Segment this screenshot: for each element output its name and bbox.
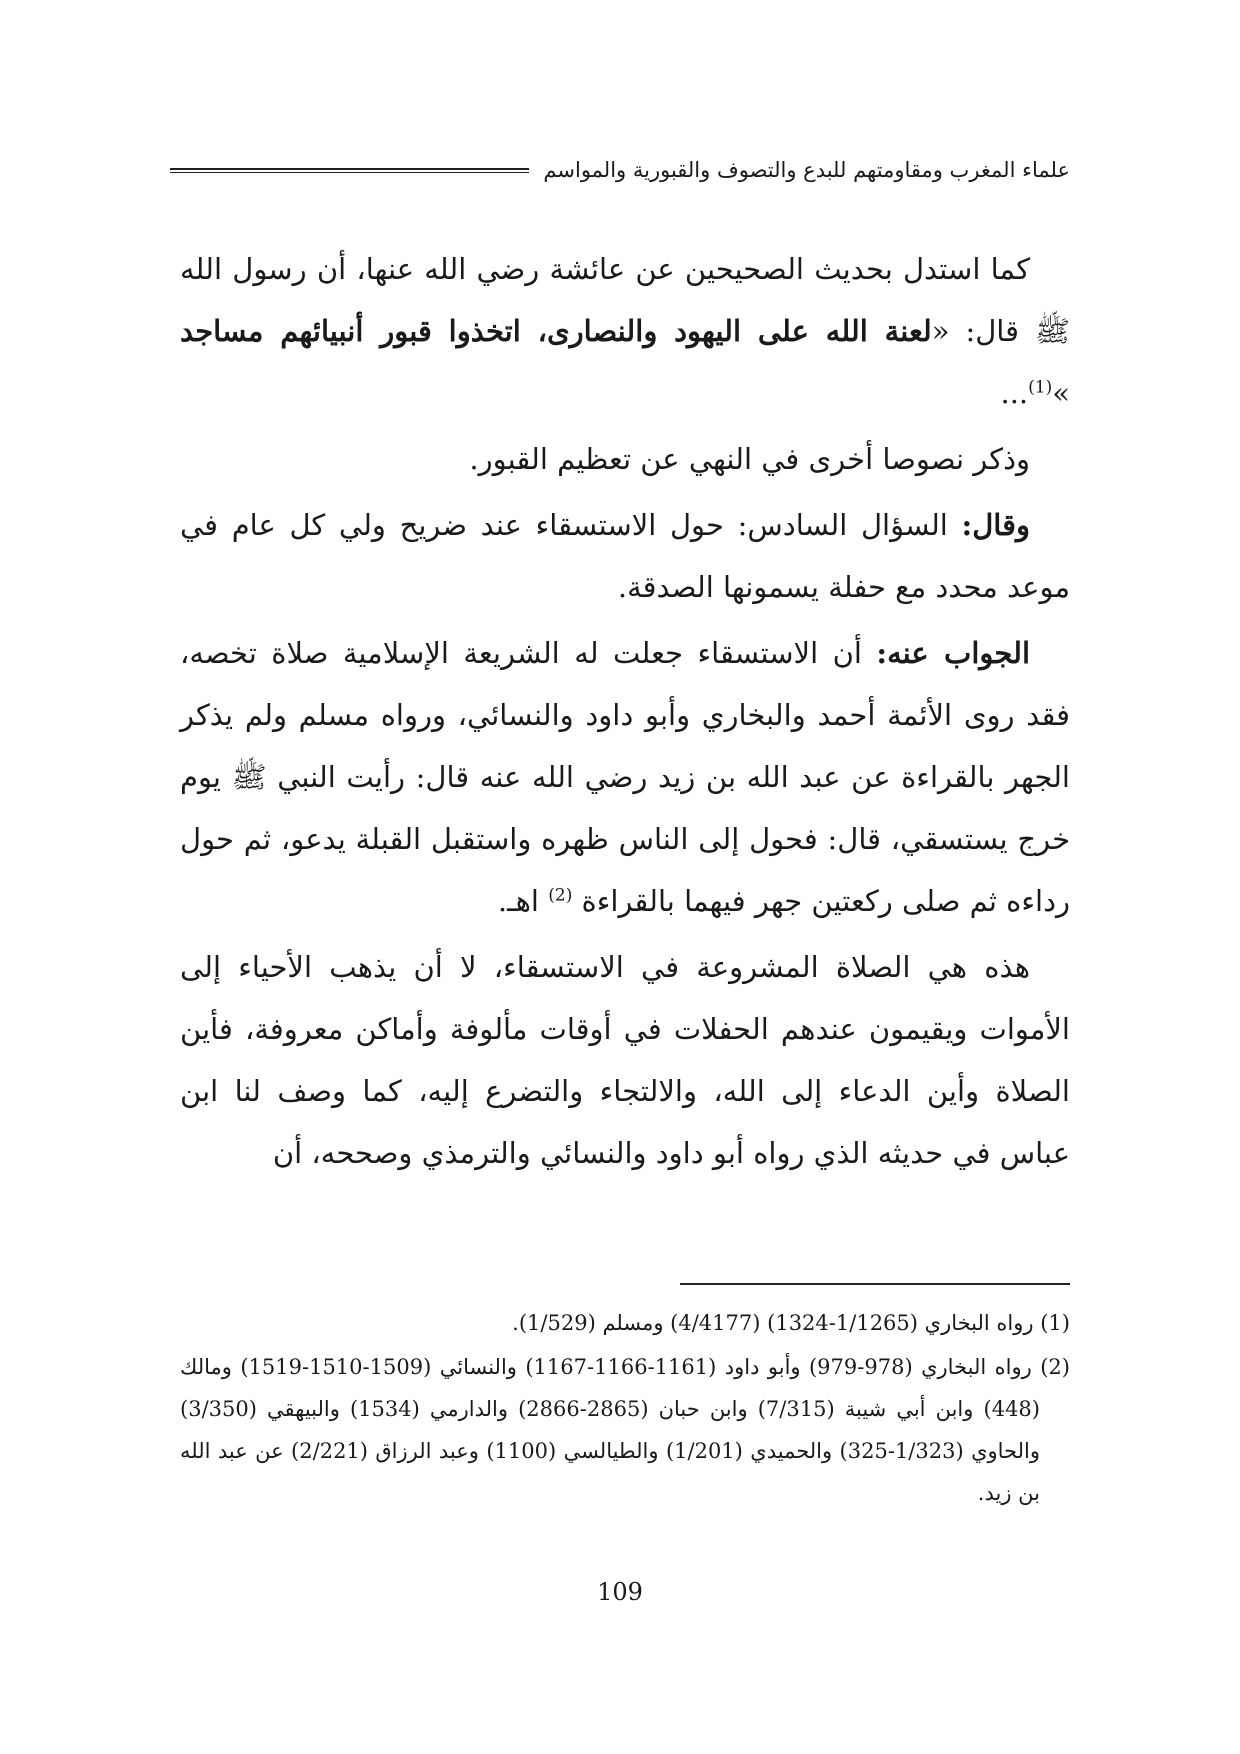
footnote-2: (2) رواه البخاري (978-979) وأبو داود (1161-1166-1167) والنسائي (1509-1510-1519) ومالك (448) وابن أبي شيبة (7/315) وابن حبان (2865-2866) والدارمي (1534) والبيهقي (3/350) والحاوي (1/323-325) والحميدي (1/201) والطيالسي (1100) وعبد الرزاق (2/221) عن عبد الله بن زيد. (180, 1355, 1070, 1505)
header-title: علماء المغرب ومقاومتهم للبدع والتصوف والقبورية والمواسم (543, 158, 1070, 182)
paragraph-other-texts: وذكر نصوصا أخرى في النهي عن تعظيم القبور. (469, 442, 1030, 476)
footnotes (180, 1302, 1070, 1516)
answer-text: أن الاستسقاء جعلت له الشريعة الإسلامية صلاة تخصه، فقد روى الأئمة أحمد والبخاري وأبو داود والنسائي، ورواه مسلم ولم يذكر الجهر بالقراءة عن عبد الله بن زيد رضي الله عنه قال: رأيت النبي ﷺ يوم خرج يستسقي، قال: فحول إلى الناس ظهره واستقبل القبلة يدعو، ثم حول رداءه ثم صلى ركعتين جهر فيهما بالقراءة (180, 636, 1070, 918)
paragraph-question (180, 494, 1070, 618)
ellipsis: ... (1000, 376, 1029, 410)
answer-label: الجواب عنه: (876, 636, 1030, 670)
page-number: 109 (597, 1578, 643, 1606)
header-rule (170, 168, 529, 173)
main-text (180, 238, 1070, 1188)
hadith-quote: لعنة الله على اليهود والنصارى، اتخذوا قبور أنبيائهم مساجد (180, 314, 932, 348)
quote-close: » (1052, 376, 1070, 410)
paragraph-conclusion: هذه هي الصلاة المشروعة في الاستسقاء، لا أن يذهب الأحياء إلى الأموات ويقيمون عندهم الحفلات في أوقات مألوفة وأماكن معروفة، فأين الصلاة وأين الدعاء إلى الله، والالتجاء والتضرع إليه، كما وصف لنا ابن عباس في حديثه الذي رواه أبو داود والنسائي والترمذي وصححه، أن (180, 950, 1070, 1170)
question-text: السؤال السادس: حول الاستسقاء عند ضريح ولي كل عام في موعد محدد مع حفلة يسمونها الصدقة. (180, 508, 1070, 604)
paragraph-answer (180, 622, 1070, 932)
footnote-separator (680, 1283, 1070, 1285)
answer-end: اهـ. (497, 884, 549, 918)
running-header (170, 150, 1070, 190)
footnote-ref-2: (2) (548, 885, 573, 906)
question-label: وقال: (961, 508, 1030, 542)
footnote-1: (1) رواه البخاري (1/1265-1324) (4/4177) ومسلم (1/529). (512, 1311, 1070, 1335)
footnote-ref-1: (1) (1028, 377, 1053, 398)
paragraph-hadith-intro: كما استدل بحديث الصحيحين عن عائشة رضي الله عنها، أن رسول الله ﷺ قال: « (180, 252, 1070, 348)
paragraph-hadith (180, 238, 1070, 424)
